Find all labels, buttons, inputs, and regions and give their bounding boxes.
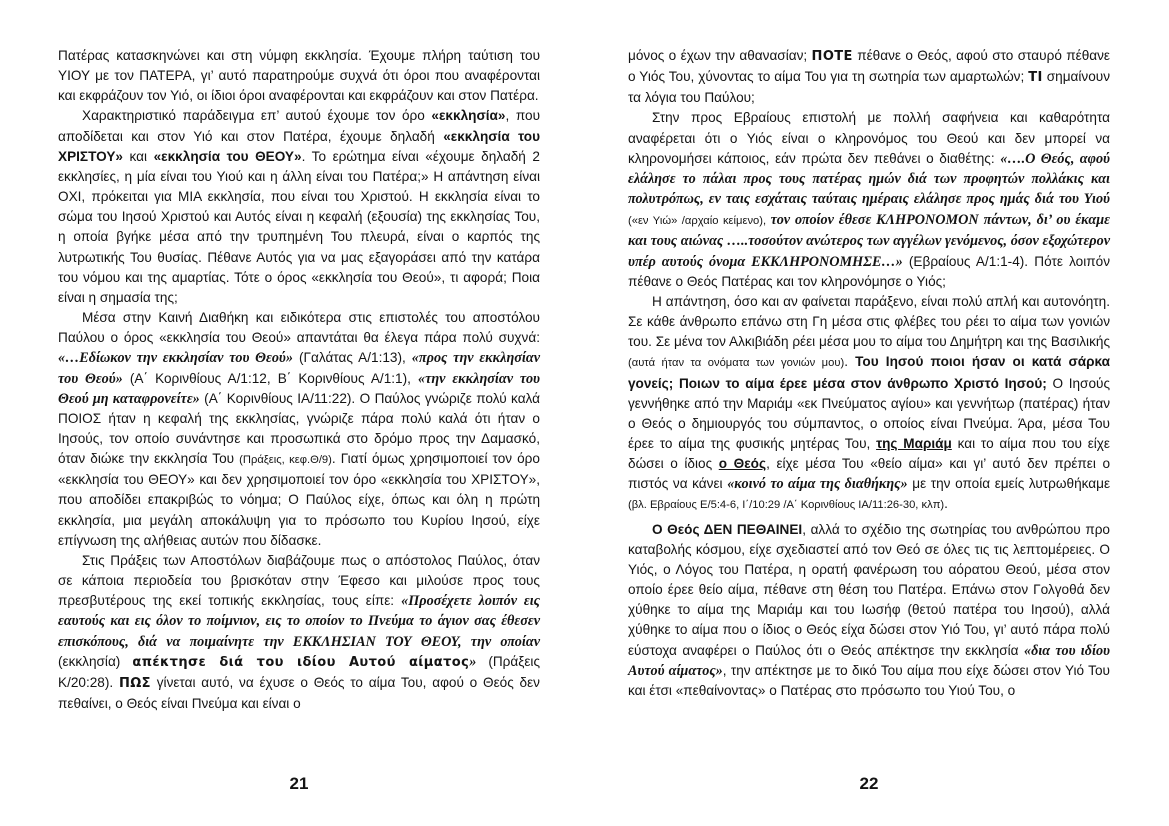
text-run: μόνος ο έχων την αθανασίαν; — [628, 48, 812, 63]
page-22-text — [628, 46, 1110, 701]
scripture-quote: «….Ο Θεός, αφού ελάλησε το πάλαι προς τους πατέρας ημών διά των προφητών πολλάκις και πολυτρόπως, εν ταις εσχάταις ταύταις ημέραις ελάλησε προς ημάς διά του Υιού — [628, 150, 1110, 208]
text-run: . — [844, 354, 856, 370]
bold-emphasis: «εκκλησία» — [431, 108, 506, 124]
reference-note: (βλ. Εβραίους Ε/5:4-6, Ι΄/10:29 /Α΄ Κορινθίους ΙΑ/11:26-30, κλπ) — [628, 499, 945, 512]
text-run: (Α΄ Κορινθίους ΙΑ/11:22). Ο Παύλος γνώριζε πολύ καλά ΠΟΙΟΣ ήταν η κεφαλή της εκκλησίας, γνώριζε πάρα πολύ καλά ότι ήταν ο Ιησούς, τον οποίο συνάντησε και προσωπικά στο δρόμο προς την Δαμασκό, όταν διώκε την εκκλησία Του — [58, 390, 540, 467]
reference-note: (Πράξεις, κεφ.Θ/9) — [239, 454, 332, 467]
scripture-quote: «προς την εκκλησίαν του Θεού» — [58, 350, 540, 387]
heavy-emphasis: ΤΙ — [1028, 70, 1043, 86]
page-number-21: 21 — [289, 774, 309, 793]
paragraph — [628, 46, 1110, 108]
scripture-quote: «Προσέχετε λοιπόν εις εαυτούς και εις όλον το ποίμνιον, εις το οποίον το Πνεύμα το άγιον σας έθεσεν επισκόπους, διά να ποιμαίνητε την ΕΚΚΛΗΣΙΑΝ ΤΟΥ ΘΕΟΥ, την οποίαν — [58, 593, 540, 650]
text-run: , που αποδίδεται και στον Υιό και στον Πατέρα, έχουμε δηλαδή — [58, 108, 541, 144]
text-run: με την οποία εμείς λυτρωθήκαμε — [907, 476, 1111, 492]
heavy-emphasis: ΠΟΤΕ — [811, 49, 853, 64]
bold-emphasis: «εκκλησία του ΘΕΟΥ» — [153, 148, 302, 164]
page-21-text — [58, 46, 540, 714]
text-run: , αλλά το σχέδιο της σωτηρίας του ανθρώπου προ καταβολής κόσμου, είχε σχεδιαστεί από τον Θεό σε όλες τις τις λεπτομέρειες. Ο Υιός, ο Λόγος του Πατέρα, η ορατή φανέρωση του αόρατου Θεού, μέσα στον οποίο έρεε θείο αίμα, πέθανε στη θέση του Πατέρα. Επάνω στον Γολγοθά δεν χύθηκε το αίμα της Μαριάμ και του Ιωσήφ (θετού πατέρα του Ιησού), αλλά χύθηκε το αίμα που ο ίδιος ο Θεός είχα δώσει στον Υιό Του, γι’ αυτό πάρα πολύ εύστοχα αναφέρει ο Παύλος ότι ο Θεός απέκτησε την εκκλησία — [628, 521, 1110, 658]
paragraph — [628, 292, 1110, 516]
scripture-quote: » — [469, 653, 477, 670]
bold-emphasis: «εκκλησία του ΧΡΙΣΤΟΥ» — [58, 128, 540, 164]
heavy-emphasis: απέκτησε διά του ιδίου Αυτού αίματος — [132, 654, 470, 670]
scripture-quote: τον οποίον έθεσε ΚΛΗΡΟΝΟΜΟΝ πάντων, δι’ ου έκαμε και τους αιώνας …..τοσούτον ανώτερος των αγγέλων γενόμενος, όσον εξοχώτερον υπέρ αυτούς όνομα ΕΚΚΛΗΡΟΝΟΜΗΣΕ…» — [628, 212, 1110, 270]
text-run: Στις Πράξεις των Αποστόλων διαβάζουμε πως ο απόστολος Παύλος, όταν σε κάποια περιοδεία του βρισκόταν στην Έφεσο και μιλούσε προς τους πρεσβυτέρους της εκεί τοπικής εκκλησίας, τους είπε: — [58, 552, 540, 609]
reference-note: («εν Υιώ» /αρχαίο κείμενο), — [628, 215, 771, 228]
page-number-22: 22 — [859, 774, 879, 793]
text-run: , την απέκτησε με το δικό Του αίμα που είχε δώσει στον Υιό Του και έτσι «πεθαίνοντας» ο Πατέρας στο πρόσωπο του Υιού Του, ο — [628, 662, 1110, 698]
text-run: Στην προς Εβραίους επιστολή με πολλή σαφήνεια και καθαρότητα αναφέρεται ότι ο Υιός είναι ο κληρονόμος του Θεού και δεν μπορεί να κληρονομήσει κάποιος, εάν πρώτα δεν πεθάνει ο διαθέτης: — [628, 110, 1110, 166]
text-run: Μέσα στην Καινή Διαθήκη και ειδικότερα στις επιστολές του αποστόλου Παύλου ο όρος «εκκλησία του Θεού» απαντάται θα έλεγα πάρα πολύ συχνά: — [58, 310, 540, 346]
text-run: Ο Ιησούς γεννήθηκε από την Μαριάμ «εκ Πνεύματος αγίου» και γεννήτωρ (πατέρας) ήταν ο Θεός ο δημιουργός του σύμπαντος, ο οποίος είναι Πνεύμα. Άρα, μέσα Του έρεε το αίμα της φυσικής μητέρας Του, — [628, 375, 1110, 451]
text-run: Η απάντηση, όσο και αν φαίνεται παράξενο, είναι πολύ απλή και αυτονόητη. Σε κάθε άνθρωπο επάνω στη Γη μέσα στις φλέβες του ρέει το αίμα των γονιών του. Σε μένα τον Αλκιβιάδη ρέει μέσα μου το αίμα του Δημήτρη και της Βασιλικής — [628, 293, 1110, 350]
text-run: (εκκλησία) — [58, 653, 133, 669]
text-run: σημαίνουν τα λόγια του Παύλου; — [628, 69, 1110, 106]
bold-emphasis: Του Ιησού ποιοι ήσαν οι κατά σάρκα γονείς; Ποιων το αίμα έρεε μέσα στον άνθρωπο Χριστό Ιησού; — [628, 354, 1111, 391]
text-run: και — [122, 148, 154, 164]
underlined-emphasis: της Μαριάμ — [876, 435, 952, 451]
text-run: (Πράξεις Κ/20:28). — [58, 653, 540, 690]
heavy-emphasis: ΠΩΣ — [118, 675, 151, 691]
paragraph — [58, 106, 540, 308]
text-run: . — [944, 496, 948, 512]
text-run: Πατέρας κατασκηνώνει και στη νύμφη εκκλησία. Έχουμε πλήρη ταύτιση του ΥΙΟΥ με τον ΠΑΤΕΡΑ, γι’ αυτό παρατηρούμε συχνά ότι όροι που αναφέρονται και εκφράζουν τον Υιό, οι ίδιοι όροι αναφέρονται και εκφράζουν και στον Πατέρα. — [58, 48, 540, 104]
text-run: . Το ερώτημα είναι «έχουμε δηλαδή 2 εκκλησίες, η μία είναι του Υιού και η άλλη είναι του Πατέρα;» Η απάντηση είναι ΟΧΙ, πρόκειται για ΜΙΑ εκκλησία, που είναι του Χριστού. Η εκκλησία είναι το σώμα του Ιησού Χριστού και Αυτός είναι η κεφαλή (εξουσία) της εκκλησίας Του, η οποία βγήκε μέσα από την τρυπημένη Του πλευρά, είναι ο καρπός της λυτρωτικής Του θυσίας. Πέθανε Αυτός για να μας εξαγοράσει από την κατάρα του νόμου και της αμαρτίας. Τότε ο όρος «εκκλησία του Θεού», τι αφορά; Ποια είναι η σημασία της; — [58, 148, 540, 305]
scripture-quote: «δια του ιδίου Αυτού αίματος» — [628, 642, 1111, 679]
text-run: Χαρακτηριστικό παράδειγμα επ’ αυτού έχουμε τον όρο — [82, 108, 432, 124]
text-run: γίνεται αυτό, να έχυσε ο Θεός το αίμα Του, αφού ο Θεός δεν πεθαίνει, ο Θεός είναι Πνεύμα και είναι ο — [58, 674, 540, 711]
text-run: (Γαλάτας Α/1:13), — [292, 350, 412, 366]
bold-emphasis: Ο Θεός ΔΕΝ ΠΕΘΑΙΝΕΙ — [652, 521, 803, 537]
text-run: . Γιατί όμως χρησιμοποιεί τον όρο «εκκλησία του ΘΕΟΥ» και δεν χρησιμοποιεί τον όρο «εκκλησία του ΧΡΙΣΤΟΥ», που αποδίδει επακριβώς το νόημα; Ο Παύλος είχε, όπως και όλη η πρώτη εκκλησία, μια μεγάλη αποκάλυψη για το πρόσωπο του Κυρίου Ιησού, είχε επίγνωση της αλήθειας αυτών που δίδασκε. — [58, 451, 540, 548]
text-run: και το αίμα που του είχε δώσει ο ίδιος — [628, 435, 1110, 472]
text-run: πέθανε ο Θεός, αφού στο σταυρό πέθανε ο Υιός Του, χύνοντας το αίμα Του για τη σωτηρία των αμαρτωλών; — [628, 48, 1110, 85]
paragraph — [58, 551, 540, 714]
paragraph — [628, 108, 1110, 291]
underlined-emphasis: ο Θεός — [718, 456, 767, 472]
text-run: (Εβραίους Α/1:1-4). Πότε λοιπόν πέθανε ο Θεός Πατέρας και τον κληρονόμησε ο Υιός; — [628, 253, 1110, 289]
text-run: , είχε μέσα Του «θείο αίμα» και γι’ αυτό δεν πρέπει ο πιστός να κάνει — [628, 456, 1111, 492]
paragraph — [628, 520, 1110, 701]
scripture-quote: «κοινό το αίμα της διαθήκης» — [727, 476, 908, 493]
reference-note: (αυτά ήταν τα ονόματα των γονιών μου) — [628, 357, 845, 370]
paragraph — [58, 46, 540, 106]
scripture-quote: «την εκκλησίαν του Θεού μη καταφρονείτε» — [58, 370, 540, 407]
paragraph — [58, 308, 540, 551]
scripture-quote: «…Εδίωκον την εκκλησίαν του Θεού» — [58, 350, 293, 367]
text-run: (Α΄ Κορινθίους Α/1:12, Β΄ Κορινθίους Α/1:1), — [122, 370, 418, 386]
